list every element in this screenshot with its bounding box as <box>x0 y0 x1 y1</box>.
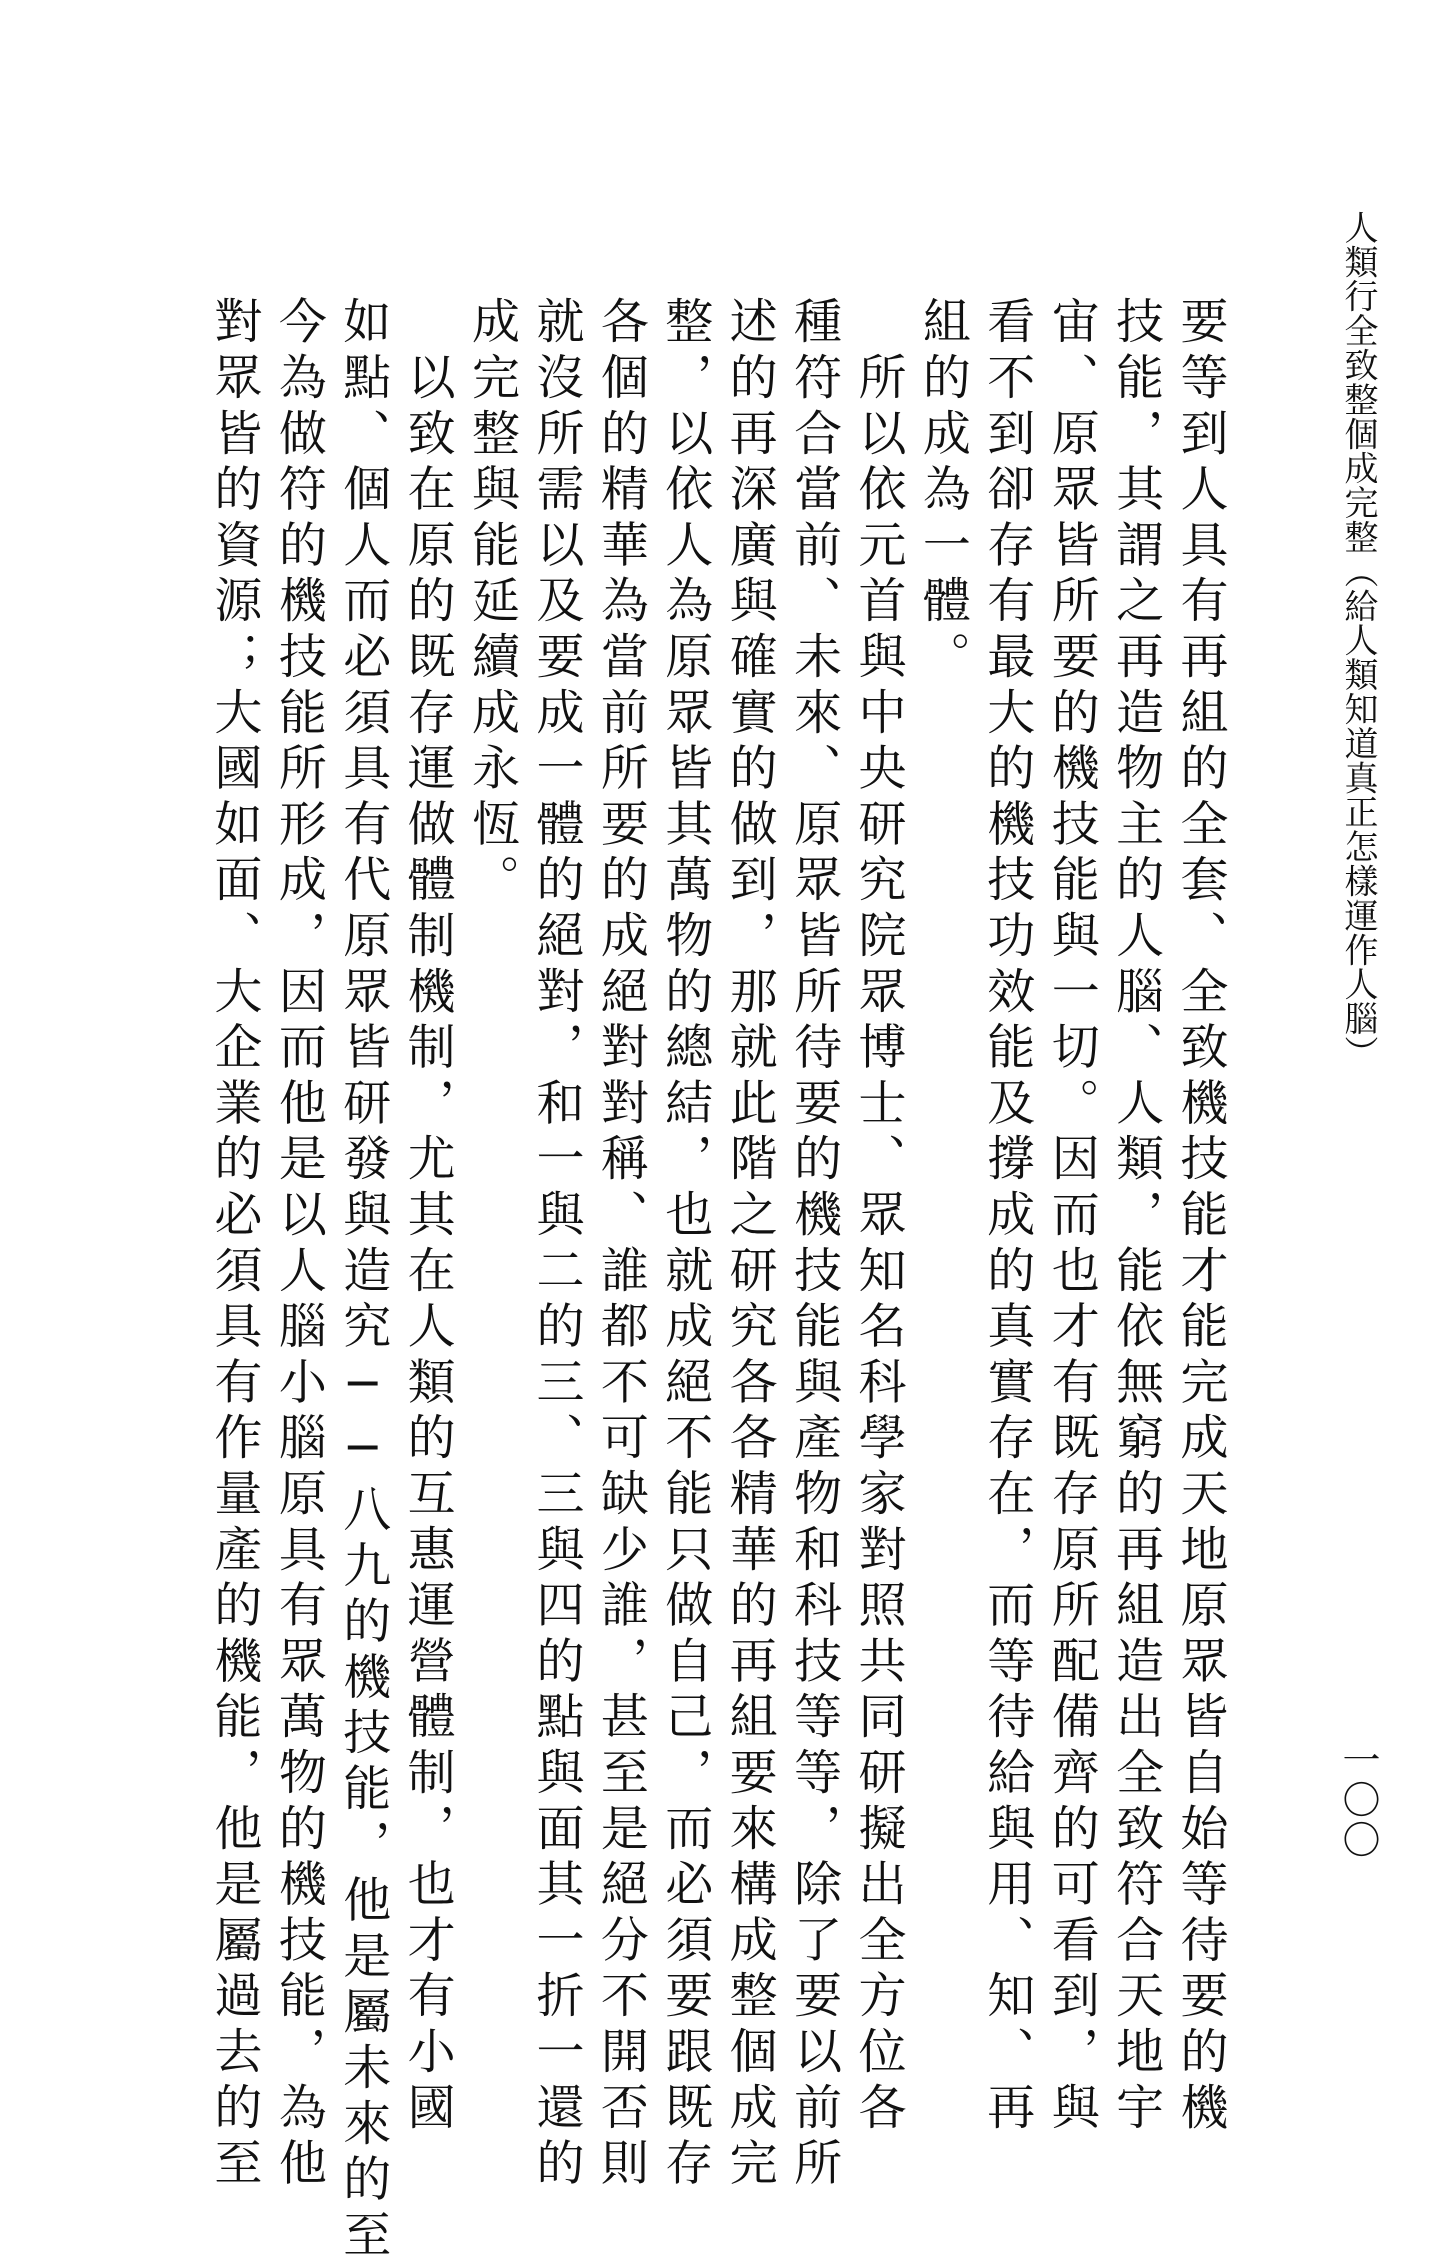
body-text <box>202 296 1233 2265</box>
text-line: 看不到卻存有最大的機技功效能及撐成的真實存在，而等待給與用、知、再 <box>978 296 1035 2138</box>
text-line: 述的再深廣與確實的做到，那就此階之研究各各精華的再組要來構成整個成完 <box>721 296 778 2194</box>
text-line: 對眾皆的資源；大國如面、大企業的必須具有作量產的機能，他是屬過去的至 <box>205 296 262 2194</box>
text-line: 種符合當前、未來、原眾皆所待要的機技能與產物和科技等等，除了要以前所 <box>785 296 842 2194</box>
text-line: 宙、原眾皆所要的機技能與一切。因而也才有既存原所配備齊的可看到，與 <box>1043 296 1100 2138</box>
text-line: 以致在原的既存運做體制機制，尤其在人類的互惠運營體制，也才有小國 <box>399 296 456 2138</box>
running-title: 人類行全致整個成完整（給人類知道真正怎樣運作人腦） <box>1338 210 1378 1070</box>
text-line: 如點、個人而必須具有代原眾皆研發與造究──八九的機技能，他是屬未來的至 <box>334 296 391 2265</box>
text-line: 今為做符的機技能所形成，因而他是以人腦小腦原具有眾萬物的機技能，為他 <box>270 296 327 2194</box>
text-line: 組的成為一體。 <box>914 296 971 687</box>
text-line: 要等到人具有再組的全套、全致機技能才能完成天地原眾皆自始等待要的機 <box>1172 296 1228 2138</box>
text-line: 各個的精華為當前所要的成絕對對稱、誰都不可缺少誰，甚至是絕分不開否則 <box>592 296 649 2194</box>
text-line: 整，以依人為原眾皆其萬物的總結，也就成絕不能只做自己，而必須要跟既存 <box>656 296 713 2194</box>
text-line: 技能，其謂之再造物主的人腦、人類，能依無窮的再組造出全致符合天地宇 <box>1107 296 1164 2138</box>
text-line: 成完整與能延續成永恆。 <box>463 296 520 910</box>
text-line: 就沒所需以及要成一體的絕對，和一與二的三、三與四的點與面其一折一還的 <box>527 296 584 2194</box>
text-line: 所以依元首與中央研究院眾博士、眾知名科學家對照共同研擬出全方位各 <box>849 296 906 2138</box>
page-number: 一〇〇 <box>1336 1740 1380 1860</box>
